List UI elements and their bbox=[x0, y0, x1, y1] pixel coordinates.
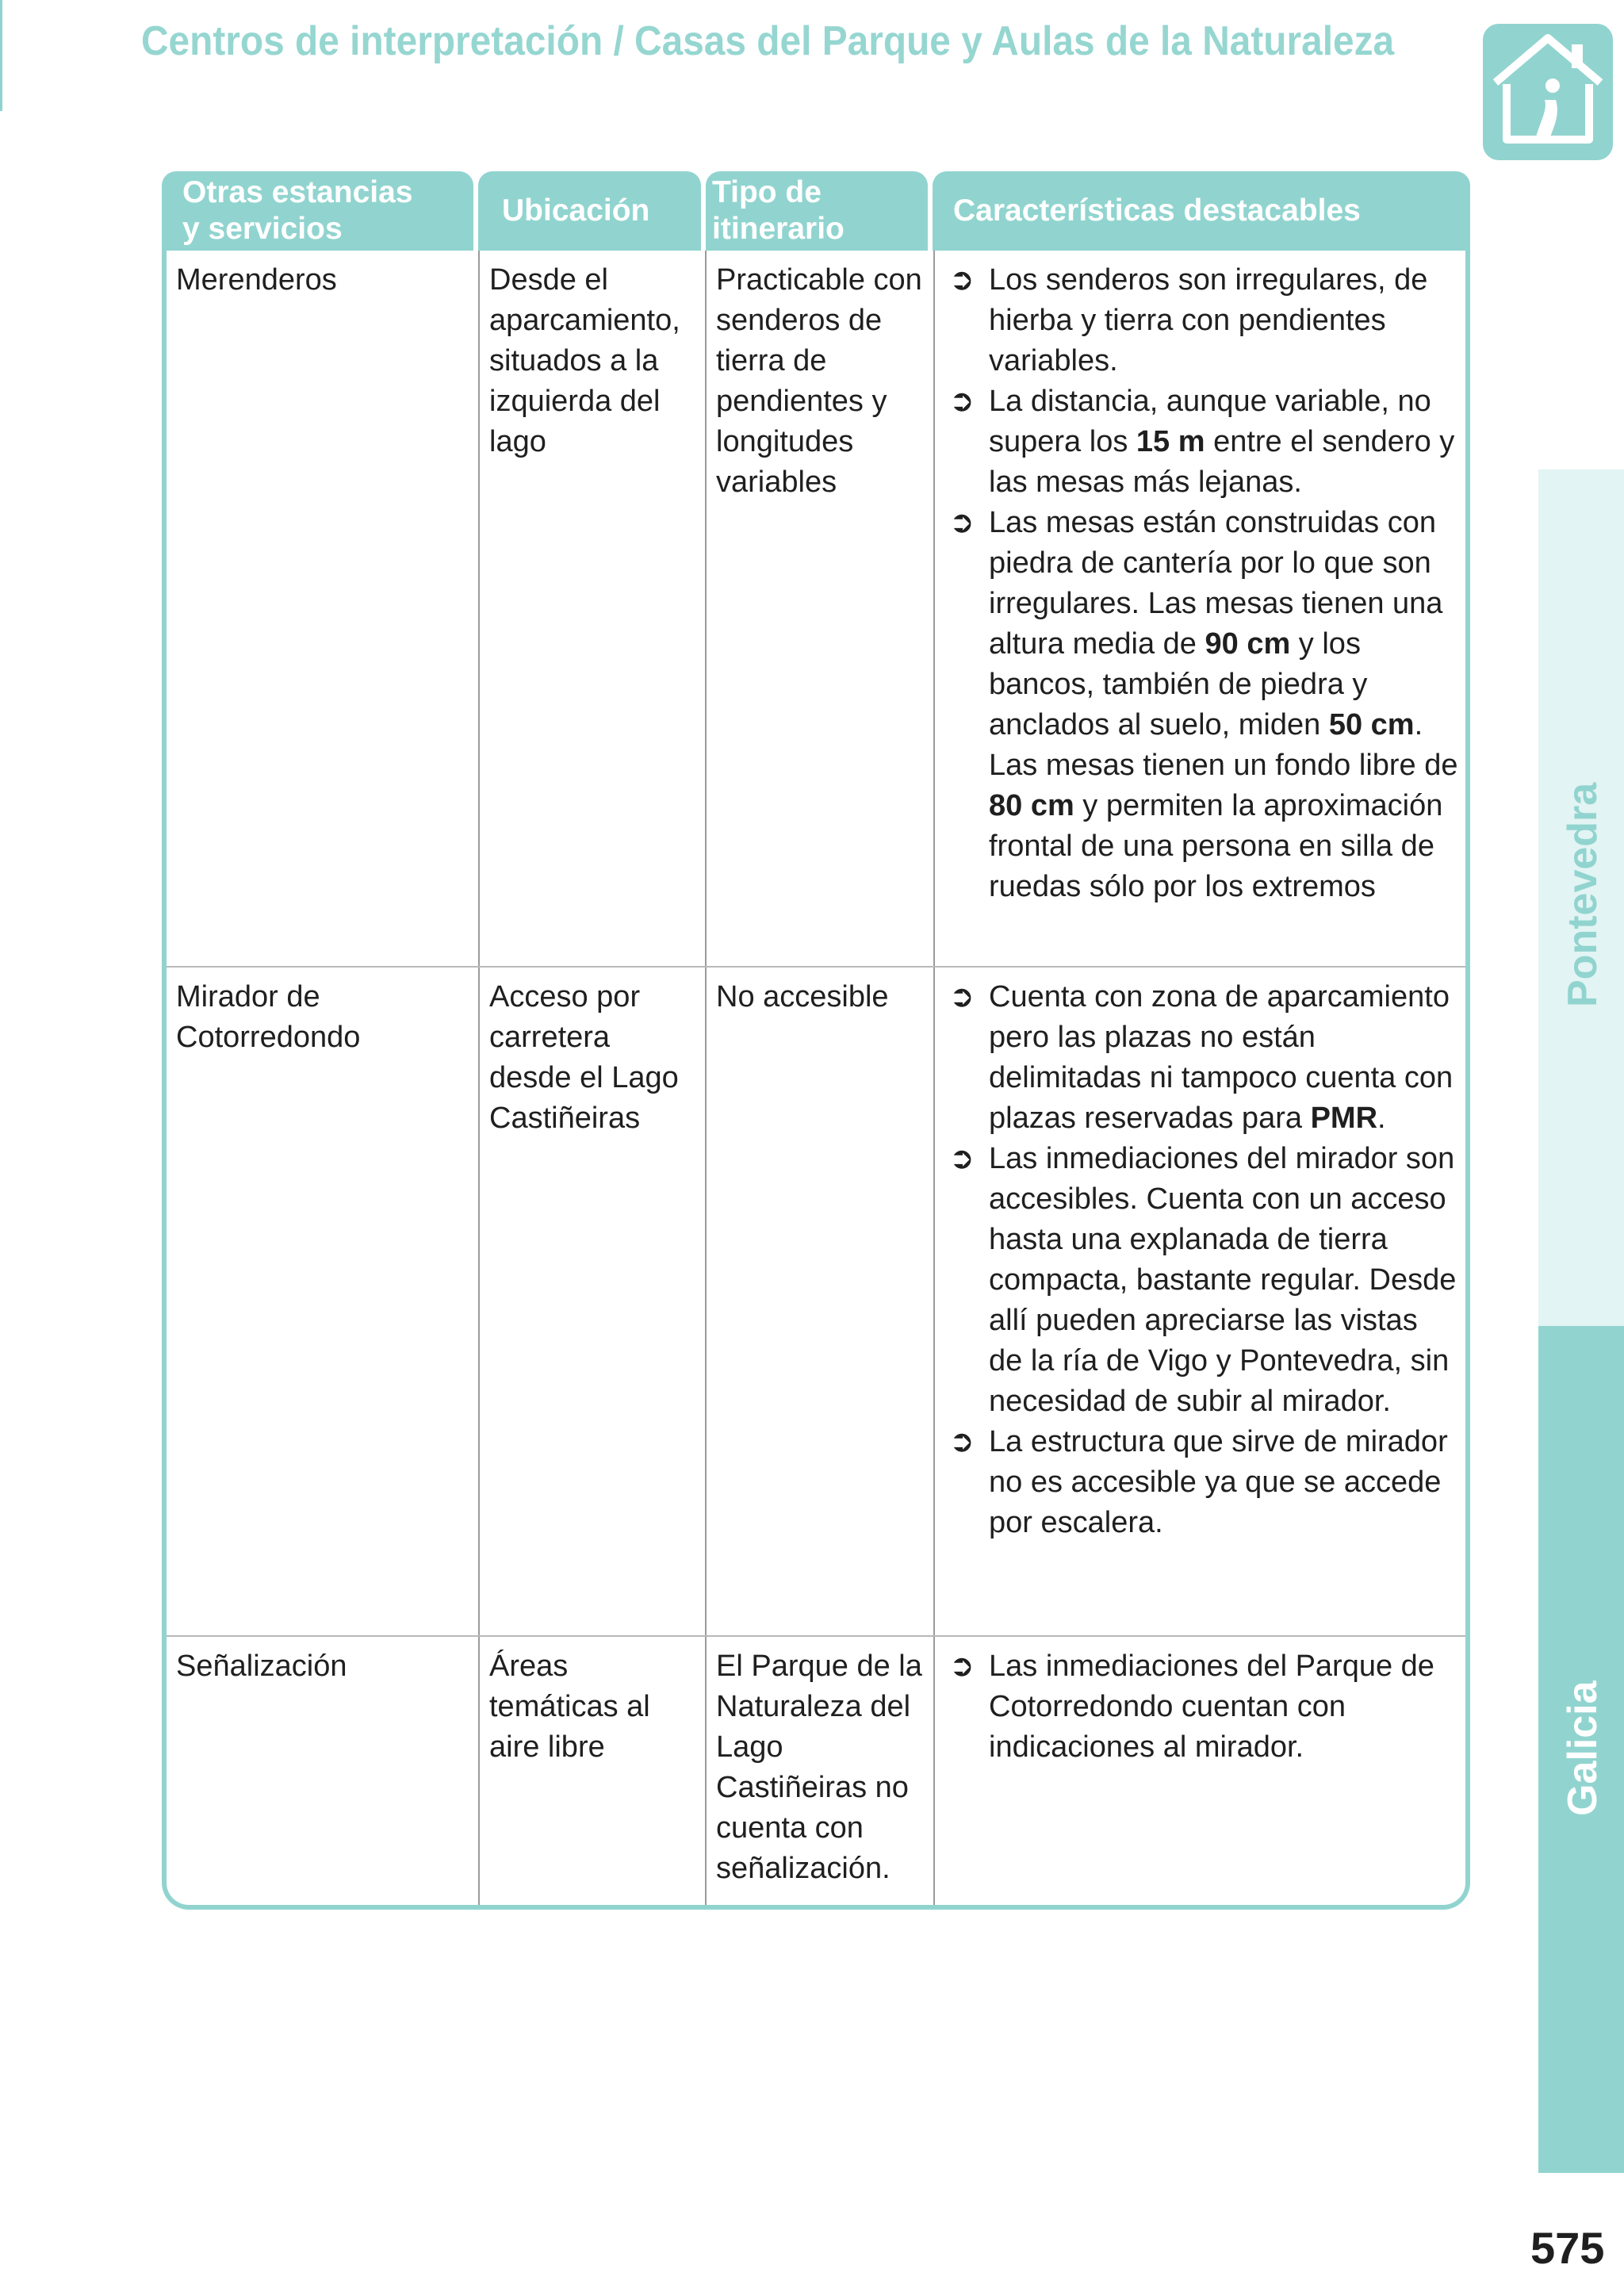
column-header-features: Características destacables bbox=[933, 171, 1470, 251]
cell-service: Merenderos bbox=[167, 251, 480, 966]
feature-text: La distancia, aunque variable, no supera los bbox=[989, 385, 1431, 458]
feature-text: entre el sendero y las mesas más lejanas. bbox=[989, 425, 1455, 499]
feature-text: Los senderos son irregulares, de hierba y tierra con pendientes variables. bbox=[989, 263, 1428, 377]
feature-text: 80 cm bbox=[989, 789, 1074, 822]
feature-item bbox=[944, 977, 1459, 1139]
table-row bbox=[167, 251, 1465, 968]
feature-item bbox=[944, 503, 1459, 907]
bullet-arrow-icon: ➲ bbox=[949, 385, 975, 418]
feature-text: . Las mesas tienen un fondo libre de bbox=[989, 708, 1458, 782]
cell-itinerary: No accesible bbox=[707, 968, 935, 1635]
feature-text: Las inmediaciones del Parque de Cotorredondo cuentan con indicaciones al mirador. bbox=[989, 1650, 1434, 1764]
table-row bbox=[167, 1637, 1465, 1905]
feature-text: 50 cm bbox=[1328, 708, 1415, 741]
cell-location: Acceso por carretera desde el Lago Castiñeiras bbox=[480, 968, 707, 1635]
column-header-services: Otras estancias y servicios bbox=[162, 171, 473, 251]
cell-service: Mirador de Cotorredondo bbox=[167, 968, 480, 1635]
bullet-arrow-icon: ➲ bbox=[949, 1142, 975, 1175]
feature-text: 90 cm bbox=[1205, 627, 1291, 661]
bullet-arrow-icon: ➲ bbox=[949, 1650, 975, 1683]
column-header-itinerary: Tipo de itinerario bbox=[706, 171, 928, 251]
cell-location: Desde el aparcamiento, situados a la izquierda del lago bbox=[480, 251, 707, 966]
column-header-location: Ubicación bbox=[478, 171, 701, 251]
table-body bbox=[162, 251, 1470, 1910]
table-row bbox=[167, 968, 1465, 1637]
cell-service: Señalización bbox=[167, 1637, 480, 1905]
side-label-region: Galicia bbox=[1560, 1680, 1606, 1816]
left-edge-rule bbox=[0, 0, 2, 111]
page-title: Centros de interpretación / Casas del Parque y Aulas de la Naturaleza bbox=[141, 18, 1395, 64]
feature-item bbox=[944, 1646, 1459, 1768]
feature-text: Cuenta con zona de aparcamiento pero las plazas no están delimitadas ni tampoco cuenta con plazas reservadas para bbox=[989, 980, 1454, 1135]
bullet-arrow-icon: ➲ bbox=[949, 506, 975, 539]
page-number: 575 bbox=[1530, 2223, 1605, 2273]
feature-item bbox=[944, 1139, 1459, 1422]
feature-item bbox=[944, 381, 1459, 503]
feature-text: y permiten la aproximación frontal de una persona en silla de ruedas sólo por los extremos bbox=[989, 789, 1443, 903]
feature-text: y los bancos, también de piedra y anclados al suelo, miden bbox=[989, 627, 1368, 741]
cell-itinerary: El Parque de la Naturaleza del Lago Castiñeiras no cuenta con señalización. bbox=[707, 1637, 935, 1905]
feature-text: La estructura que sirve de mirador no es accesible ya que se accede por escalera. bbox=[989, 1425, 1448, 1539]
accessibility-table bbox=[162, 171, 1470, 1910]
table-header bbox=[162, 171, 1470, 251]
feature-text: PMR bbox=[1310, 1102, 1378, 1135]
feature-text: . bbox=[1377, 1102, 1386, 1135]
cell-location: Áreas temáticas al aire libre bbox=[480, 1637, 707, 1905]
cell-itinerary: Practicable con senderos de tierra de pendientes y longitudes variables bbox=[707, 251, 935, 966]
feature-text: Las mesas están construidas con piedra de cantería por lo que son irregulares. Las mesas tienen una altura media de bbox=[989, 506, 1443, 661]
cell-features bbox=[935, 1637, 1465, 1905]
feature-item bbox=[944, 260, 1459, 381]
bullet-arrow-icon: ➲ bbox=[949, 263, 975, 297]
feature-text: 15 m bbox=[1136, 425, 1205, 458]
cell-features bbox=[935, 968, 1465, 1635]
feature-text: Las inmediaciones del mirador son accesibles. Cuenta con un acceso hasta una explanada de tierra compacta, bastante regular. Desde allí pueden apreciarse las vistas de la ría de Vigo y Pontevedra, sin necesidad de subir al mirador. bbox=[989, 1142, 1457, 1418]
bullet-arrow-icon: ➲ bbox=[949, 1425, 975, 1458]
feature-item bbox=[944, 1422, 1459, 1543]
cell-features bbox=[935, 251, 1465, 966]
info-house-icon bbox=[1480, 21, 1616, 163]
side-label-province: Pontevedra bbox=[1560, 782, 1606, 1007]
bullet-arrow-icon: ➲ bbox=[949, 980, 975, 1014]
